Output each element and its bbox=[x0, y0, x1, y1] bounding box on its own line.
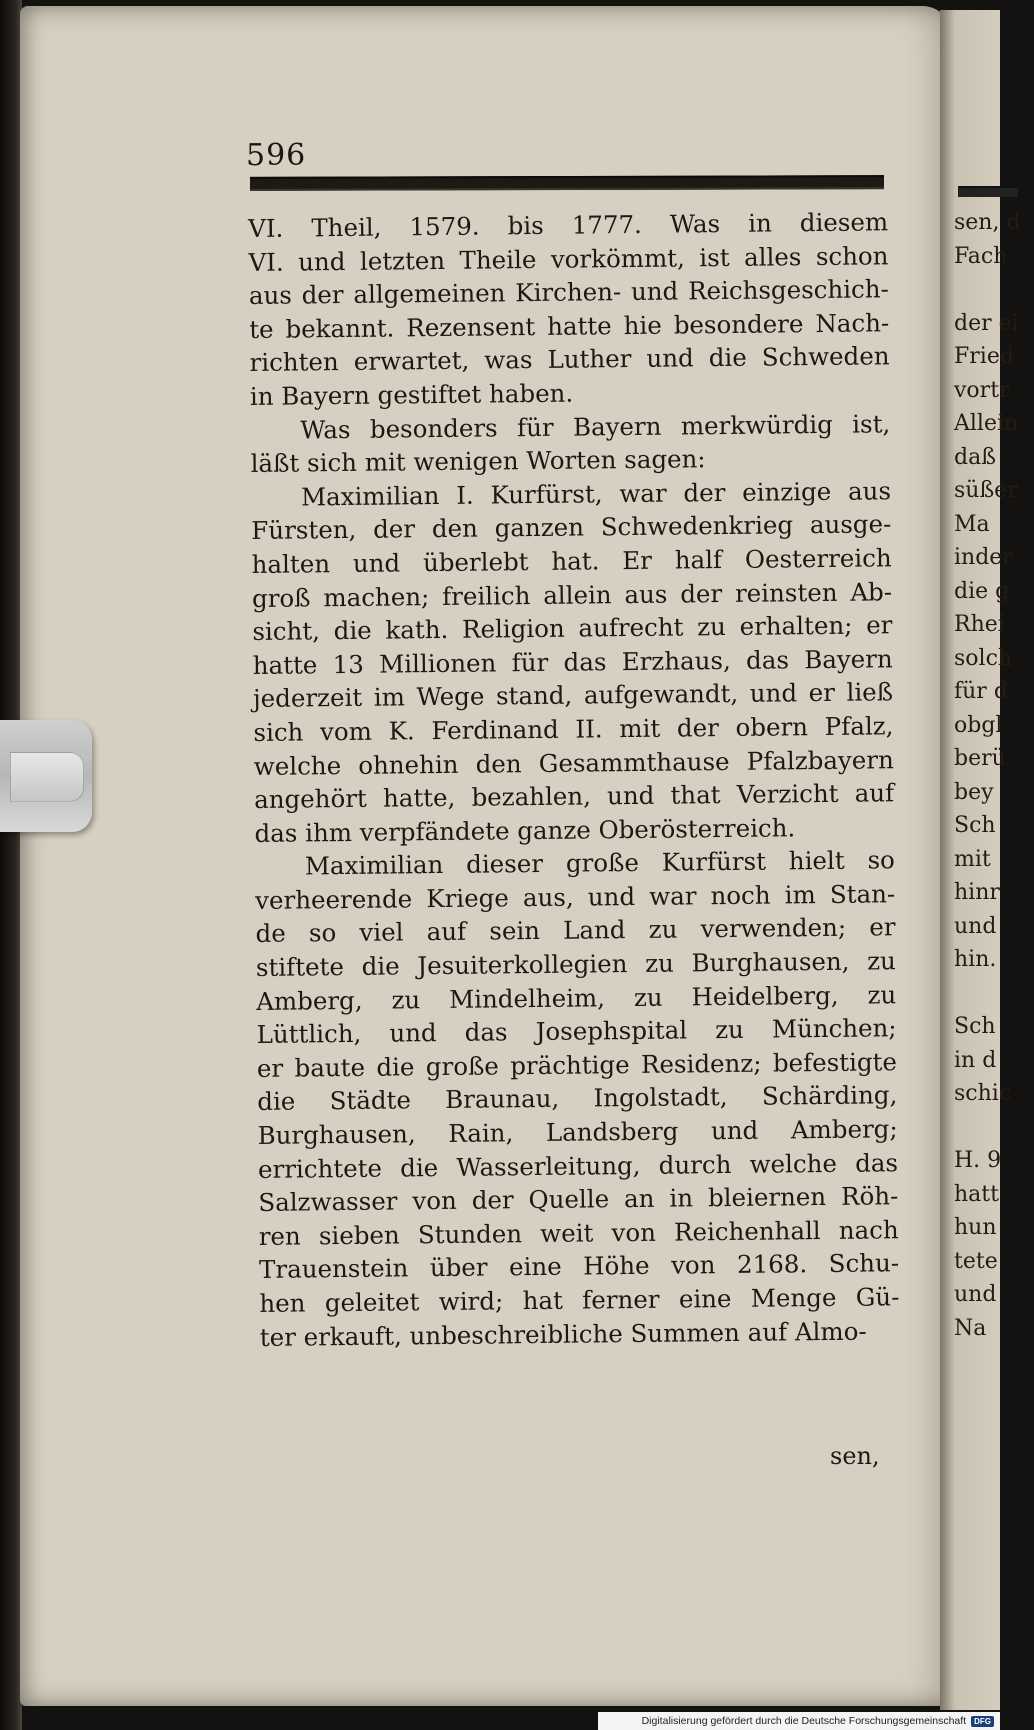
header-rule bbox=[250, 175, 884, 191]
text-line: VI. Theil, 1579. bis 1777. Was in diesem bbox=[248, 207, 889, 243]
text-line: Maximilian I. Kurfürst, war der einzige aus bbox=[300, 476, 892, 512]
facing-page-line: Sch bbox=[954, 813, 996, 838]
text-line: welche ohnehin den Gesammthause Pfalzbayern bbox=[253, 744, 894, 781]
facing-page-line: berü bbox=[954, 746, 1006, 771]
facing-page-line: und bbox=[954, 913, 997, 939]
facing-page-line: die g bbox=[954, 578, 1010, 604]
facing-page-line: Rhei bbox=[954, 612, 1005, 637]
facing-page-line: vortr bbox=[954, 377, 1010, 403]
facing-page-line: solch bbox=[954, 645, 1013, 671]
text-line: die Städte Braunau, Ingolstadt, Schärding, bbox=[257, 1080, 898, 1117]
facing-page-line: Fried bbox=[954, 344, 1014, 369]
text-line: Salzwasser von der Quelle an in bleiernen Röh- bbox=[258, 1181, 899, 1218]
facing-page-line: schic bbox=[954, 1081, 1012, 1106]
text-line: er baute die große prächtige Residenz; befestigte bbox=[256, 1047, 898, 1083]
page-clip-tab bbox=[10, 752, 84, 802]
text-line: de so viel auf sein Land zu verwenden; er bbox=[255, 912, 896, 949]
facing-page-line: sen, d bbox=[954, 210, 1021, 235]
text-line: Fürsten, der den ganzen Schwedenkrieg ausge- bbox=[251, 509, 892, 546]
facing-page-text bbox=[954, 206, 1034, 1345]
text-line: sicht, die kath. Religion aufrecht zu erhalten; er bbox=[252, 610, 893, 647]
text-line: Amberg, zu Mindelheim, zu Heidelberg, zu bbox=[256, 979, 897, 1016]
facing-page-line: hatt bbox=[954, 1181, 999, 1207]
catchword: sen, bbox=[830, 1442, 880, 1470]
text-line: te bekannt. Rezensent hatte hie besondere Nach- bbox=[249, 308, 890, 344]
page-number: 596 bbox=[246, 138, 307, 173]
facing-page-line: bey bbox=[954, 779, 994, 805]
text-line: aus der allgemeinen Kirchen- und Reichsgeschich- bbox=[248, 274, 889, 311]
text-line: jederzeit im Wege stand, aufgewandt, und er ließ bbox=[252, 677, 894, 714]
text-line: groß machen; freilich allein aus der reinsten Ab- bbox=[251, 576, 893, 613]
facing-page-line: Ma bbox=[954, 511, 990, 537]
facing-page-line: hinr bbox=[954, 880, 1000, 905]
text-line: stiftete die Jesuiterkollegien zu Burghausen, zu bbox=[255, 946, 897, 983]
facing-page-line bbox=[954, 977, 1034, 1011]
facing-page-line: süßer bbox=[954, 478, 1018, 503]
text-line: hatte 13 Millionen für das Erzhaus, das Bayern bbox=[252, 643, 893, 680]
facing-page-line: daß bbox=[954, 444, 996, 470]
text-line: ren sieben Stunden weit von Reichenhall nach bbox=[258, 1215, 899, 1251]
text-line: angehört hatte, bezahlen, und that Verzicht auf bbox=[254, 778, 895, 815]
text-line: ter erkauft, unbeschreibliche Summen auf Almo- bbox=[259, 1316, 867, 1352]
facing-page-line: hin. bbox=[954, 947, 997, 972]
facing-page-line: tete bbox=[954, 1248, 998, 1274]
facing-page-line: inder bbox=[954, 545, 1013, 570]
text-line: Lüttlich, und das Josephspital zu München; bbox=[256, 1013, 897, 1050]
facing-page-line bbox=[954, 1111, 1034, 1145]
facing-page-line: Sch bbox=[954, 1014, 996, 1039]
text-line: das ihm verpfändete ganze Oberösterreich. bbox=[254, 812, 796, 848]
facing-page-line: hun bbox=[954, 1215, 997, 1240]
text-line: verheerende Kriege aus, und war noch im Stan- bbox=[255, 879, 896, 915]
facing-page-line: in d bbox=[954, 1047, 997, 1073]
text-line: richten erwartet, was Luther und die Schweden bbox=[249, 341, 890, 378]
text-line: Maximilian dieser große Kurfürst hielt so bbox=[304, 845, 895, 881]
digitization-credit: Digitalisierung gefördert durch die Deutsche Forschungsgemeinschaft bbox=[641, 1715, 967, 1727]
body-text bbox=[248, 205, 900, 1354]
facing-page-line: für d bbox=[954, 679, 1008, 704]
facing-page-line: der ei bbox=[954, 310, 1019, 336]
text-line: Burghausen, Rain, Landsberg und Amberg; bbox=[257, 1114, 898, 1150]
facing-page-header-rule bbox=[958, 186, 1018, 197]
text-line: in Bayern gestiftet haben. bbox=[249, 378, 574, 411]
facing-page-line: Fach bbox=[954, 243, 1008, 269]
text-line: halten und überlebt hat. Er half Oesterreich bbox=[251, 543, 892, 579]
text-line: errichtete die Wasserleitung, durch welche das bbox=[257, 1147, 899, 1184]
facing-page-line: Allein bbox=[954, 411, 1019, 436]
facing-page-line: und bbox=[954, 1282, 997, 1307]
dfg-logo: DFG bbox=[971, 1716, 994, 1727]
text-line: sich vom K. Ferdinand II. mit der obern Pfalz, bbox=[253, 711, 894, 747]
text-line: VI. und letzten Theile vorkömmt, ist alles schon bbox=[248, 240, 889, 277]
text-line: Was besonders für Bayern merkwürdig ist, bbox=[300, 408, 891, 445]
facing-page-line: Na bbox=[954, 1315, 987, 1341]
facing-page-line: mit bbox=[954, 846, 991, 872]
facing-page-line bbox=[954, 273, 1034, 307]
text-line: hen geleitet wird; hat ferner eine Menge Gü- bbox=[259, 1282, 900, 1318]
digitization-credit-bar bbox=[598, 1712, 1000, 1730]
facing-page-line: H. 9 bbox=[954, 1148, 1002, 1173]
text-line: Trauenstein über eine Höhe von 2168. Schu- bbox=[258, 1248, 900, 1285]
facing-page bbox=[940, 10, 1021, 1710]
book-binding bbox=[0, 0, 22, 1730]
facing-page-line: obgl bbox=[954, 712, 1003, 738]
text-line: läßt sich mit wenigen Worten sagen: bbox=[250, 444, 706, 479]
